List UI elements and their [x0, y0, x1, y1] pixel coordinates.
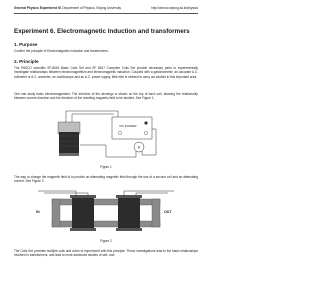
page-title: Experiment 6. Electromagnetic Induction and transformers: [14, 28, 190, 35]
principle-paragraph-4: The Coils Set provides multiple coils and cores to experiment with this principle. These investigations lead to the basic relationships involved in transformers, and lead to more advanced studies of self- and: [14, 249, 198, 258]
purpose-paragraph: Confirm the principle of Electromagnetic induction and transformers.: [14, 49, 109, 53]
section-heading-purpose: 1. Purpose: [14, 42, 38, 47]
header-url[interactable]: http://xtronic.sejong.ac.kr/physics: [151, 6, 198, 10]
figure-2-transformer: [30, 189, 182, 235]
running-header: [14, 5, 198, 14]
course-name: [14, 5, 121, 12]
coil-leads: [38, 191, 174, 197]
principle-paragraph-2: One can study basic electromagnetism: The direction of the windings is shown on the top of each coil, allowing the relationship between current direction and the direction of the resulting magnetic field to be studied. See Figure 1.: [14, 92, 198, 101]
transformer-core: [52, 199, 160, 227]
ammeter-label: A: [137, 145, 141, 150]
dc-power-supply: [112, 117, 152, 139]
primary-coil-icon: [70, 195, 96, 231]
dc-power-label: DC POWER: [119, 124, 137, 128]
figure-1-coil-circuit: [56, 105, 166, 163]
principle-paragraph-1: The PASCO scientific SF-8616 Basic Coils Set and SF 8617 Complete Coils Set provide necessary parts to experimentally investigate relationships between electromagnetism and electromagnetic induction. Coupled with a galvanometer, an accurate A.C. voltmeter or A.C. ammeter, an oscilloscope and an A.C. power supply, little else is needed to carry out studies in this important area.: [14, 66, 198, 79]
knob-icon: [144, 121, 147, 124]
course-name-bold: General Physics Experiment III: [14, 6, 61, 10]
output-label: OUT: [164, 210, 172, 214]
input-label: IN: [36, 210, 40, 214]
ammeter: [134, 142, 144, 152]
principle-paragraph-3: The way to change the magnetic field is to provide an alternating magnetic field through the use of a second coil and an alternating current. See Figure 2.: [14, 175, 198, 184]
section-heading-principle: 2. Principle: [14, 59, 39, 64]
figure-2-caption: Figure 2: [100, 239, 112, 243]
secondary-coil-icon: [116, 195, 142, 231]
coil-icon: [58, 122, 80, 156]
figure-1-caption: Figure 1: [100, 165, 112, 169]
course-name-rest: , Department of Physics, Sejong University: [60, 6, 122, 10]
